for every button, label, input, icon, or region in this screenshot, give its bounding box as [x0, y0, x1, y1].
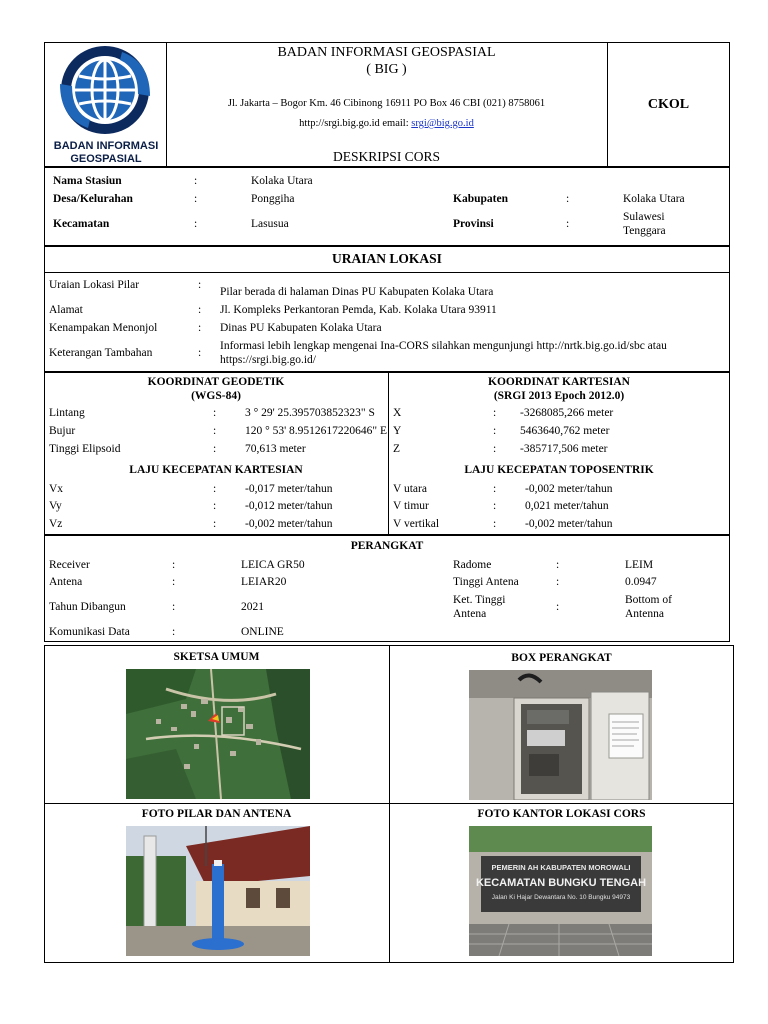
kenampakan-value: Dinas PU Kabupaten Kolaka Utara [220, 322, 382, 334]
provinsi-value-line2: Tenggara [623, 225, 666, 237]
tahun-value: 2021 [241, 601, 264, 613]
v-vertikal-label: V vertikal [393, 518, 440, 530]
kabupaten-label: Kabupaten [453, 193, 508, 205]
colon: : [493, 518, 497, 530]
email-link[interactable]: srgi@big.go.id [411, 118, 474, 129]
colon: : [213, 407, 217, 419]
colon: : [198, 322, 202, 334]
keterangan-label: Keterangan Tambahan [49, 347, 153, 359]
provinsi-value-line1: Sulawesi [623, 211, 665, 223]
box-title: BOX PERANGKAT [511, 652, 612, 664]
colon: : [172, 559, 176, 571]
equipment-title: PERANGKAT [350, 540, 424, 552]
geodetic-subtitle: (WGS-84) [191, 390, 241, 402]
kenampakan-label: Kenampakan Menonjol [49, 322, 158, 334]
org-web: http://srgi.big.go.id email: [299, 118, 412, 129]
colon: : [172, 626, 176, 638]
radome-value: LEIM [625, 559, 654, 571]
tinggi-antena-label: Tinggi Antena [453, 576, 519, 588]
nama-stasiun-label: Nama Stasiun [53, 175, 122, 187]
colon: : [493, 500, 497, 512]
colon: : [493, 407, 497, 419]
globe-icon [50, 44, 162, 140]
org-address: Jl. Jakarta – Bogor Km. 46 Cibinong 16911 PO Box 46 CBI (021) 8758061 [227, 98, 546, 109]
logo-text-line1: BADAN INFORMASI [53, 140, 159, 152]
colon: : [198, 304, 202, 316]
tinggi-elipsoid-value: 70,613 meter [245, 443, 306, 455]
org-abbr: ( BIG ) [366, 62, 407, 77]
geodetic-title: KOORDINAT GEODETIK [147, 376, 285, 388]
velocity-toposentrik-title: LAJU KECEPATAN TOPOSENTRIK [464, 464, 654, 476]
tinggi-elipsoid-label: Tinggi Elipsoid [49, 443, 121, 455]
colon: : [198, 347, 202, 359]
ket-tinggi-label-line2: Antena [453, 608, 487, 620]
colon: : [556, 601, 560, 613]
sign-line3: Jalan Ki Hajar Dewantara No. 10 Bungku 94973 [491, 894, 631, 901]
sketsa-map-image [126, 669, 310, 799]
z-label: Z [393, 443, 401, 455]
colon: : [213, 425, 217, 437]
vx-value: -0,017 meter/tahun [245, 483, 333, 495]
org-contact [166, 118, 607, 130]
colon: : [172, 601, 176, 613]
colon: : [198, 279, 202, 291]
colon: : [556, 559, 560, 571]
big-logo [50, 44, 162, 166]
logo-text-line2: GEOSPASIAL [70, 153, 142, 165]
antena-label: Antena [49, 576, 83, 588]
radome-label: Radome [453, 559, 492, 571]
colon: : [213, 518, 217, 530]
alamat-value: Jl. Kompleks Perkantoran Pemda, Kab. Kolaka Utara 93911 [220, 304, 497, 316]
station-code: CKOL [647, 97, 690, 112]
location-title-rule [44, 272, 730, 273]
vx-label: Vx [49, 483, 64, 495]
photo-grid-vdivider [389, 645, 390, 963]
pilar-value: Pilar berada di halaman Dinas PU Kabupaten Kolaka Utara [220, 286, 494, 298]
colon: : [172, 576, 176, 588]
alamat-label: Alamat [49, 304, 83, 316]
sign-line1: PEMERIN AH KABUPATEN MOROWALI [491, 863, 631, 872]
ket-tinggi-value-line2: Antenna [625, 608, 664, 620]
y-label: Y [393, 425, 402, 437]
antena-value: LEIAR20 [241, 576, 287, 588]
colon: : [194, 175, 198, 187]
v-vertikal-value: -0,002 meter/tahun [525, 518, 613, 530]
cartesian-subtitle: (SRGI 2013 Epoch 2012.0) [493, 390, 625, 402]
location-title: URAIAN LOKASI [332, 251, 442, 266]
desa-value: Ponggiha [251, 193, 295, 205]
tahun-label: Tahun Dibangun [49, 601, 126, 613]
bujur-value: 120 ° 53' 8.9512617220646" E [245, 425, 388, 437]
kantor-lokasi-image [469, 826, 652, 956]
x-value: -3268085,266 meter [520, 407, 614, 419]
provinsi-label: Provinsi [453, 218, 494, 230]
colon: : [493, 425, 497, 437]
vz-label: Vz [49, 518, 63, 530]
colon: : [213, 500, 217, 512]
pilar-label: Uraian Lokasi Pilar [49, 279, 140, 291]
kantor-photo-title: FOTO KANTOR LOKASI CORS [477, 808, 646, 820]
colon: : [493, 443, 497, 455]
tinggi-antena-value: 0.0947 [625, 576, 657, 588]
v-utara-value: -0,002 meter/tahun [525, 483, 613, 495]
desa-label: Desa/Kelurahan [53, 193, 133, 205]
pilar-photo-title: FOTO PILAR DAN ANTENA [141, 808, 292, 820]
ket-tinggi-label-line1: Ket. Tinggi [453, 594, 506, 606]
y-value: 5463640,762 meter [520, 425, 610, 437]
doc-title: DESKRIPSI CORS [333, 149, 440, 164]
z-value: -385717,506 meter [520, 443, 608, 455]
cartesian-title: KOORDINAT KARTESIAN [488, 376, 630, 388]
keterangan-value-line1: Informasi lebih lengkap mengenai Ina-CORS silahkan mengunjungi http://nrtk.big.go.id/sbc atau [220, 340, 667, 352]
colon: : [213, 443, 217, 455]
kecamatan-label: Kecamatan [53, 218, 110, 230]
photo-grid-hdivider [44, 803, 734, 804]
vy-value: -0,012 meter/tahun [245, 500, 333, 512]
colon: : [194, 193, 198, 205]
komunikasi-value: ONLINE [241, 626, 284, 638]
colon: : [194, 218, 198, 230]
box-perangkat-image [469, 670, 652, 800]
colon: : [213, 483, 217, 495]
colon: : [493, 483, 497, 495]
receiver-value: LEICA GR50 [241, 559, 305, 571]
colon: : [566, 193, 570, 205]
v-timur-value: 0,021 meter/tahun [525, 500, 609, 512]
sketsa-title: SKETSA UMUM [173, 651, 260, 663]
pilar-antena-image [126, 826, 310, 956]
bujur-label: Bujur [49, 425, 76, 437]
v-utara-label: V utara [393, 483, 427, 495]
velocity-cartesian-title: LAJU KECEPATAN KARTESIAN [129, 464, 303, 476]
komunikasi-label: Komunikasi Data [49, 626, 130, 638]
vy-label: Vy [49, 500, 62, 512]
keterangan-value-line2: https://srgi.big.go.id/ [220, 354, 316, 366]
kecamatan-value: Lasusua [251, 218, 289, 230]
org-name: BADAN INFORMASI GEOSPASIAL [277, 45, 496, 60]
sign-line2: KECAMATAN BUNGKU TENGAH [475, 877, 647, 889]
colon: : [556, 576, 560, 588]
v-timur-label: V timur [393, 500, 429, 512]
vz-value: -0,002 meter/tahun [245, 518, 333, 530]
nama-stasiun-value: Kolaka Utara [251, 175, 313, 187]
lintang-label: Lintang [49, 407, 85, 419]
receiver-label: Receiver [49, 559, 90, 571]
kabupaten-value: Kolaka Utara [623, 193, 685, 205]
x-label: X [393, 407, 402, 419]
ket-tinggi-value-line1: Bottom of [625, 594, 672, 606]
lintang-value: 3 ° 29' 25.395703852323" S [245, 407, 375, 419]
colon: : [566, 218, 570, 230]
